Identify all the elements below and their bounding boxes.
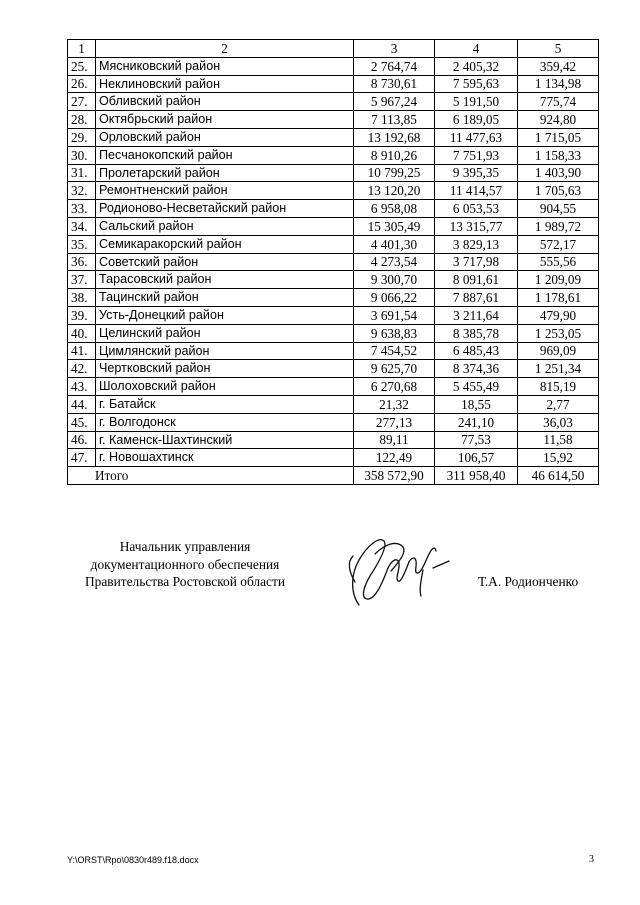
district-name: Октябрьский район: [96, 111, 354, 129]
row-number: 42.: [68, 360, 96, 378]
value-col-5: 11,58: [518, 431, 599, 449]
value-col-4: 18,55: [435, 395, 518, 413]
district-name: Цимлянский район: [96, 342, 354, 360]
value-col-5: 1 251,34: [518, 360, 599, 378]
value-col-3: 4 273,54: [354, 253, 435, 271]
value-col-4: 8 374,36: [435, 360, 518, 378]
district-name: Песчанокопский район: [96, 146, 354, 164]
value-col-3: 8 730,61: [354, 75, 435, 93]
value-col-5: 36,03: [518, 413, 599, 431]
value-col-5: 775,74: [518, 93, 599, 111]
district-name: Обливский район: [96, 93, 354, 111]
page-number: 3: [589, 854, 594, 865]
value-col-5: 359,42: [518, 57, 599, 75]
data-table: [67, 39, 599, 485]
table-row: [68, 378, 599, 396]
district-name: Неклиновский район: [96, 75, 354, 93]
district-name: г. Батайск: [96, 395, 354, 413]
district-name: г. Новошахтинск: [96, 449, 354, 467]
value-col-5: 924,80: [518, 111, 599, 129]
value-col-4: 8 385,78: [435, 324, 518, 342]
header-col-5: 5: [518, 40, 599, 58]
value-col-5: 1 715,05: [518, 128, 599, 146]
value-col-3: 13 192,68: [354, 128, 435, 146]
value-col-4: 106,57: [435, 449, 518, 467]
value-col-4: 8 091,61: [435, 271, 518, 289]
row-number: 25.: [68, 57, 96, 75]
district-name: Шолоховский район: [96, 378, 354, 396]
row-number: 39.: [68, 306, 96, 324]
value-col-4: 6 485,43: [435, 342, 518, 360]
row-number: 31.: [68, 164, 96, 182]
value-col-5: 1 158,33: [518, 146, 599, 164]
table-row: [68, 93, 599, 111]
row-number: 26.: [68, 75, 96, 93]
header-col-2: 2: [96, 40, 354, 58]
value-col-5: 2,77: [518, 395, 599, 413]
value-col-5: 1 253,05: [518, 324, 599, 342]
signatory-title-line: Правительства Ростовской области: [84, 574, 286, 590]
value-col-4: 11 414,57: [435, 182, 518, 200]
signatory-name: Т.А. Родионченко: [478, 574, 579, 589]
value-col-4: 6 189,05: [435, 111, 518, 129]
value-col-3: 277,13: [354, 413, 435, 431]
total-col-5: 46 614,50: [518, 467, 599, 485]
value-col-3: 8 910,26: [354, 146, 435, 164]
row-number: 30.: [68, 146, 96, 164]
table-row: [68, 164, 599, 182]
row-number: 45.: [68, 413, 96, 431]
table-row: [68, 342, 599, 360]
value-col-4: 7 751,93: [435, 146, 518, 164]
district-name: Советский район: [96, 253, 354, 271]
district-name: г. Волгодонск: [96, 413, 354, 431]
row-number: 38.: [68, 289, 96, 307]
district-name: Ремонтненский район: [96, 182, 354, 200]
value-col-5: 1 705,63: [518, 182, 599, 200]
footer-file-path: Y:\ORST\Rpo\0830r489.f18.docx: [67, 855, 199, 865]
table-header-row: [68, 40, 599, 58]
value-col-3: 10 799,25: [354, 164, 435, 182]
table-row: [68, 449, 599, 467]
row-number: 40.: [68, 324, 96, 342]
table-row: [68, 217, 599, 235]
total-col-3: 358 572,90: [354, 467, 435, 485]
value-col-5: 572,17: [518, 235, 599, 253]
table-row: [68, 111, 599, 129]
value-col-5: 1 134,98: [518, 75, 599, 93]
value-col-3: 9 625,70: [354, 360, 435, 378]
header-col-4: 4: [435, 40, 518, 58]
signatory-title: [67, 538, 303, 591]
district-name: Родионово-Несветайский район: [96, 200, 354, 218]
value-col-3: 9 638,83: [354, 324, 435, 342]
value-col-4: 241,10: [435, 413, 518, 431]
row-number: 41.: [68, 342, 96, 360]
district-name: Усть-Донецкий район: [96, 306, 354, 324]
table-row: [68, 235, 599, 253]
value-col-3: 89,11: [354, 431, 435, 449]
value-col-5: 1 989,72: [518, 217, 599, 235]
signatory-title-line: Начальник управления: [119, 539, 251, 554]
header-col-3: 3: [354, 40, 435, 58]
table-row: [68, 57, 599, 75]
value-col-3: 9 300,70: [354, 271, 435, 289]
handwritten-signature: [337, 522, 457, 612]
table-row: [68, 431, 599, 449]
row-number: 27.: [68, 93, 96, 111]
row-number: 29.: [68, 128, 96, 146]
table-row: [68, 182, 599, 200]
value-col-5: 1 403,90: [518, 164, 599, 182]
value-col-5: 904,55: [518, 200, 599, 218]
value-col-5: 1 178,61: [518, 289, 599, 307]
district-name: Тарасовский район: [96, 271, 354, 289]
value-col-5: 1 209,09: [518, 271, 599, 289]
value-col-3: 2 764,74: [354, 57, 435, 75]
value-col-3: 122,49: [354, 449, 435, 467]
value-col-3: 5 967,24: [354, 93, 435, 111]
value-col-5: 815,19: [518, 378, 599, 396]
table-row: [68, 75, 599, 93]
value-col-3: 13 120,20: [354, 182, 435, 200]
signatory-title-line: документационного обеспечения: [90, 556, 280, 572]
district-name: г. Каменск-Шахтинский: [96, 431, 354, 449]
value-col-4: 5 455,49: [435, 378, 518, 396]
row-number: 37.: [68, 271, 96, 289]
table-row: [68, 200, 599, 218]
table-row: [68, 271, 599, 289]
value-col-4: 5 191,50: [435, 93, 518, 111]
value-col-4: 6 053,53: [435, 200, 518, 218]
value-col-5: 15,92: [518, 449, 599, 467]
value-col-4: 3 211,64: [435, 306, 518, 324]
value-col-5: 555,56: [518, 253, 599, 271]
value-col-3: 7 454,52: [354, 342, 435, 360]
value-col-4: 7 595,63: [435, 75, 518, 93]
table-row: [68, 306, 599, 324]
row-number: 33.: [68, 200, 96, 218]
header-col-1: 1: [68, 40, 96, 58]
total-label-cell: Итого: [68, 467, 354, 485]
table-row: [68, 395, 599, 413]
table-row: [68, 253, 599, 271]
table-row: [68, 324, 599, 342]
value-col-4: 3 829,13: [435, 235, 518, 253]
district-name: Чертковский район: [96, 360, 354, 378]
total-col-4: 311 958,40: [435, 467, 518, 485]
district-name: Мясниковский район: [96, 57, 354, 75]
total-row: [68, 467, 599, 485]
table-row: [68, 413, 599, 431]
table-row: [68, 360, 599, 378]
value-col-3: 15 305,49: [354, 217, 435, 235]
value-col-4: 3 717,98: [435, 253, 518, 271]
row-number: 36.: [68, 253, 96, 271]
table-row: [68, 289, 599, 307]
row-number: 32.: [68, 182, 96, 200]
value-col-4: 9 395,35: [435, 164, 518, 182]
district-name: Тацинский район: [96, 289, 354, 307]
district-name: Пролетарский район: [96, 164, 354, 182]
value-col-4: 11 477,63: [435, 128, 518, 146]
value-col-3: 6 958,08: [354, 200, 435, 218]
row-number: 34.: [68, 217, 96, 235]
value-col-3: 4 401,30: [354, 235, 435, 253]
value-col-3: 7 113,85: [354, 111, 435, 129]
district-name: Семикаракорский район: [96, 235, 354, 253]
district-name: Целинский район: [96, 324, 354, 342]
value-col-3: 21,32: [354, 395, 435, 413]
value-col-3: 3 691,54: [354, 306, 435, 324]
row-number: 28.: [68, 111, 96, 129]
row-number: 44.: [68, 395, 96, 413]
value-col-3: 9 066,22: [354, 289, 435, 307]
value-col-5: 969,09: [518, 342, 599, 360]
district-name: Сальский район: [96, 217, 354, 235]
value-col-4: 77,53: [435, 431, 518, 449]
value-col-5: 479,90: [518, 306, 599, 324]
row-number: 47.: [68, 449, 96, 467]
table-row: [68, 146, 599, 164]
row-number: 35.: [68, 235, 96, 253]
value-col-4: 7 887,61: [435, 289, 518, 307]
district-name: Орловский район: [96, 128, 354, 146]
value-col-4: 13 315,77: [435, 217, 518, 235]
value-col-3: 6 270,68: [354, 378, 435, 396]
row-number: 46.: [68, 431, 96, 449]
table-row: [68, 128, 599, 146]
row-number: 43.: [68, 378, 96, 396]
value-col-4: 2 405,32: [435, 57, 518, 75]
